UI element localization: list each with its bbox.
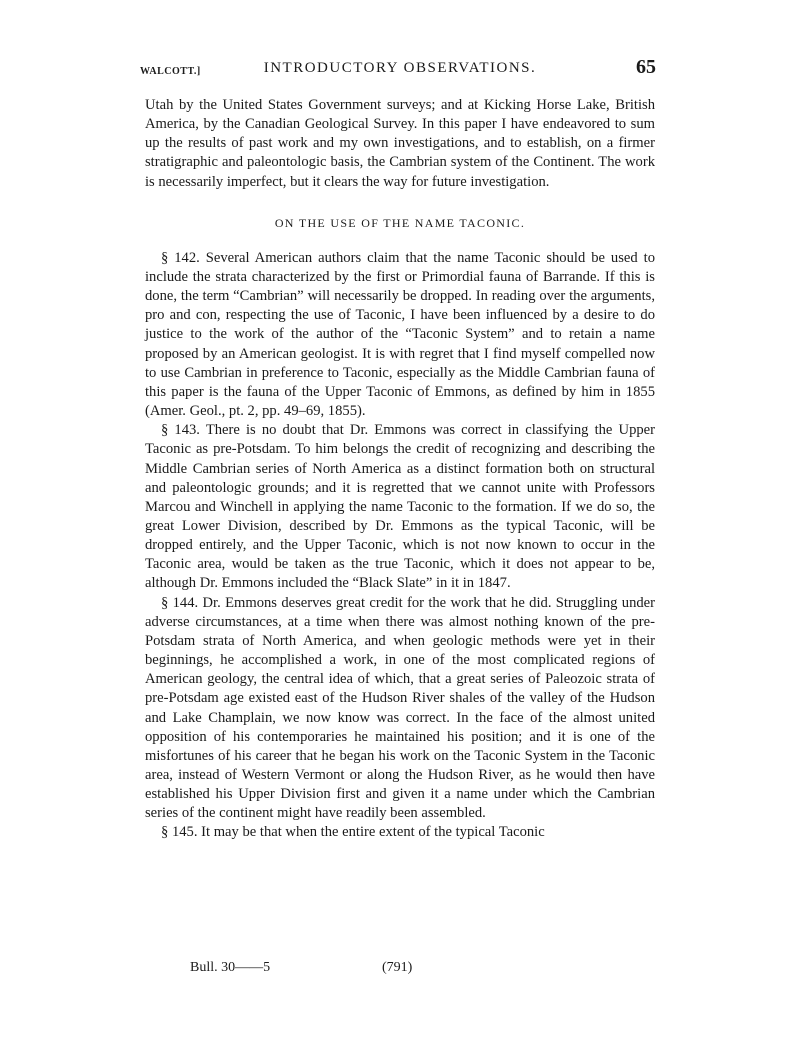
bulletin-signature: Bull. 30——5 [190,960,271,975]
paragraph-144: § 144. Dr. Emmons deserves great credit for the work that he did. Struggling under adverse circumstances, at a time when there was almost nothing known of the pre-Potsdam strata of North America, and when geologic methods were yet in their beginnings, he accomplished a work, in one of the most complicated regions of American geology, the central idea of which, that a great series of Paleozoic strata of pre-Potsdam age existed east of the Hudson River shales of the valley of the Hudson and Lake Champlain, we now know was correct. In the face of the almost united opposition of his contemporaries he maintained his position; and it is one of the misfortunes of his career that he began his work on the Taconic System in the Taconic area, instead of Western Vermont or along the Hudson River, as he would then have established his Upper Division first and given it a name under which the Cambrian series of the continent might have readily been assembled. [145,594,655,822]
running-head-title: INTRODUCTORY OBSERVATIONS. [263,60,537,76]
page-header [140,56,660,84]
section-heading: ON THE USE OF THE NAME TACONIC. [274,215,526,230]
paragraph-142: § 142. Several American authors claim that the name Taconic should be used to include the strata characterized by the first or Primordial fauna of Barrande. If this is done, the term “Cambrian” will necessarily be dropped. In reading over the arguments, pro and con, respecting the use of Taconic, I have been influenced by a desire to do justice to the work of the author of the “Taconic System” and to retain a name proposed by an American geologist. It is with regret that I find myself compelled now to use Cambrian in preference to Taconic, especially as the Middle Cambrian fauna of this paper is the fauna of the Upper Taconic of Emmons, as defined by him in 1855 (Amer. Geol., pt. 2, pp. 49–69, 1855). [145,249,655,420]
page-number: 65 [636,56,656,78]
paragraph-145: § 145. It may be that when the entire extent of the typical Taconic [161,824,545,841]
running-head-author: WALCOTT.] [140,66,201,77]
paragraph-143: § 143. There is no doubt that Dr. Emmons was correct in classifying the Upper Taconic as pre-Potsdam. To him belongs the credit of recognizing and describing the Middle Cambrian series of North America as a distinct formation both on structural and paleontologic grounds; and it is regretted that we cannot unite with Professors Marcou and Winchell in applying the name Taconic to the formation. If we do so, the great Lower Division, described by Dr. Emmons as the typical Taconic, will be dropped entirely, and the Upper Taconic, which is not now known to occur in the Taconic area, would be taken as the true Taconic, which it does not appear to be, although Dr. Emmons included the “Black Slate” in it in 1847. [145,422,655,592]
printed-page-number: (791) [382,960,413,975]
opening-paragraph: Utah by the United States Government surveys; and at Kicking Horse Lake, British America, by the Canadian Geological Survey. In this paper I have endeavored to sum up the results of past work and my own investigations, and to establish, on a firmer stratigraphic and paleontologic basis, the Cambrian system of the Continent. The work is necessarily imperfect, but it clears the way for future investigation. [145,97,655,190]
body-text [145,96,655,843]
